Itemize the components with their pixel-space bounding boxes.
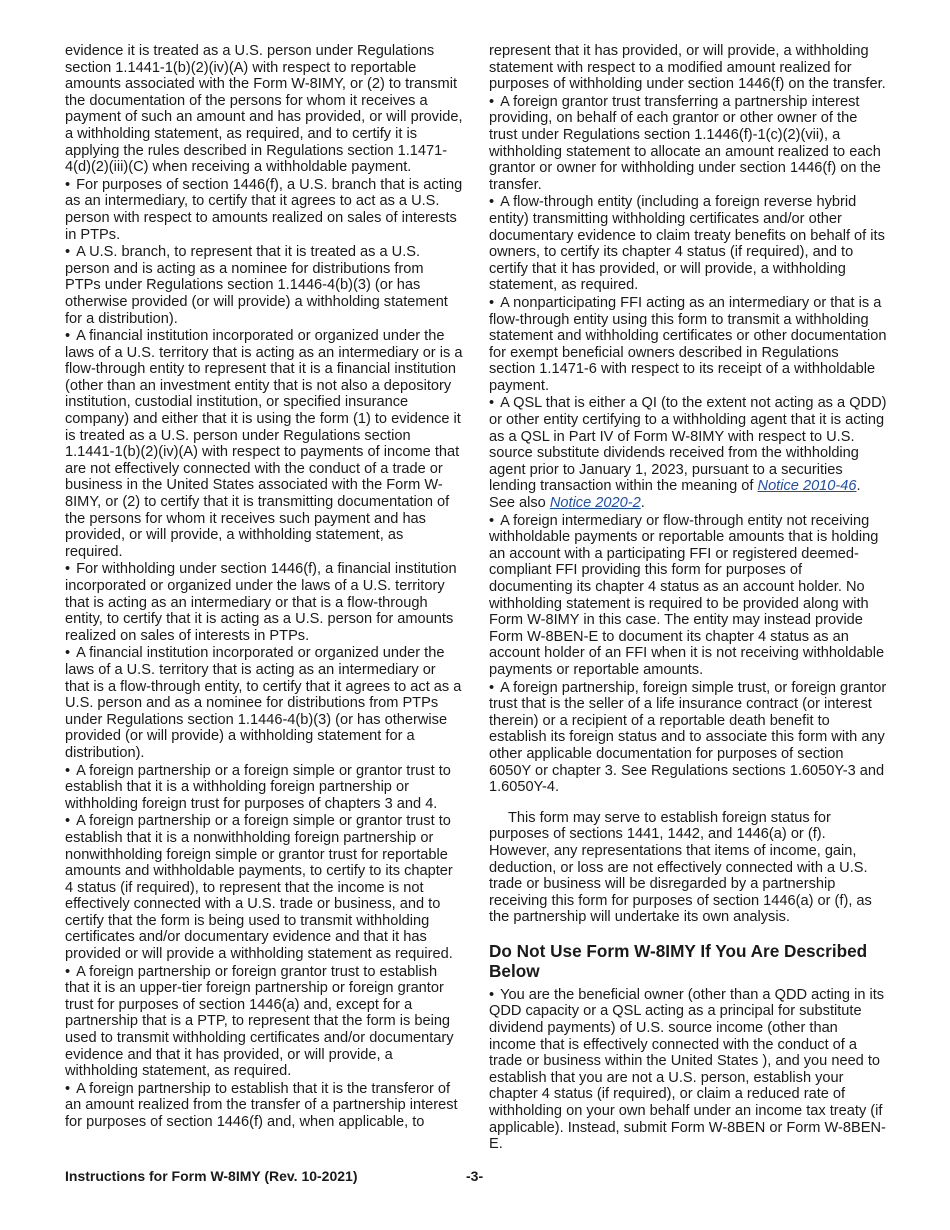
notice-2010-46-link[interactable]: Notice 2010-46: [757, 478, 857, 495]
left-bullet-5: • A financial institution incorporated or organized under the laws of a U.S. territory that is acting as an intermediary or that is a flow-through entity, to certify that it agrees to act as a U.S. person and as a nominee for distributions from PTPs under Regulations section 1.1446-4(b)(3) (or has otherwise provided (or will provide) a withholding statement for a distribution).: [65, 645, 463, 761]
right-bullet-6: • A foreign partnership, foreign simple trust, or foreign grantor trust that is the seller of a life insurance contract (or interest therein) or a recipient of a reportable death benefit to establish its foreign status and to associate this form with any other applicable documentation for purposes of section 6050Y or chapter 3. See Regulations sections 1.6050Y-3 and 1.6050Y-4.: [489, 680, 887, 796]
right-bullet-5: • A foreign intermediary or flow-through entity not receiving withholdable payments or reportable amounts that is holding an account with a participating FFI or registered deemed-compliant FFI providing this form for purposes of documenting its chapter 4 status as an account holder. No withholding statement is required to be provided along with Form W-8IMY in this case. The entity may instead provide Form W-8BEN-E to document its chapter 4 status as an account holder of an FFI when it is not receiving withholdable payments or reportable amounts.: [489, 513, 887, 679]
left-column: [65, 43, 463, 1132]
page-number: -3-: [466, 1168, 484, 1184]
left-paragraph-continued: evidence it is treated as a U.S. person under Regulations section 1.1441-1(b)(2)(iv)(A) with respect to reportable amounts associated with the Form W-8IMY, or (2) to transmit the documentation of the persons for whom it receives a payment of such an amount and has provided, or will provide, a withholding statement, as required, and to certify it is applying the rules described in Regulations section 1.1471-4(d)(2)(iii)(C) when receiving a withholdable payment.: [65, 43, 463, 176]
left-bullet-9: • A foreign partnership to establish that it is the transferor of an amount realized from the transfer of a partnership interest for purposes of section 1446(f) and, when applicable, to: [65, 1081, 463, 1131]
left-bullet-4: • For withholding under section 1446(f), a financial institution incorporated or organized under the laws of a U.S. territory that is acting as an intermediary or that is a flow-through entity, to certify that it is acting as a U.S. person for amounts realized on sales of interests in PTPs.: [65, 561, 463, 644]
right-bullet-3: • A nonparticipating FFI acting as an intermediary or that is a flow-through entity using this form to transmit a withholding statement and withholding certificates or other documentation for exempt beneficial owners described in Regulations section 1.1471-6 with respect to its receipt of a withholdable payment.: [489, 295, 887, 395]
right-bullet-1: • A foreign grantor trust transferring a partnership interest providing, on behalf of each grantor or other owner of the trust under Regulations section 1.1446(f)-1(c)(2)(vii), a withholding statement to allocate an amount realized to each grantor or owner for withholding under section 1446(f) on the transfer.: [489, 94, 887, 194]
left-bullet-1: • For purposes of section 1446(f), a U.S. branch that is acting as an intermediary, to certify that it agrees to act as a U.S. person with respect to amounts realized on sales of interests in PTPs.: [65, 177, 463, 243]
qsl-bullet-end: .: [640, 495, 645, 512]
left-bullet-2: • A U.S. branch, to represent that it is treated as a U.S. person and is acting as a nominee for distributions from PTPs under Regulations section 1.1446-4(b)(3) (or has otherwise provided (or will provide) a withholding statement for a distribution).: [65, 244, 463, 327]
left-bullet-6: • A foreign partnership or a foreign simple or grantor trust to establish that it is a withholding foreign partnership or withholding foreign trust for purposes of chapters 3 and 4.: [65, 763, 463, 813]
qsl-bullet-text: A QSL that is either a QI (to the extent not acting as a QDD) or other entity certifying to a withholding agent that it is acting as a QSL in Part IV of Form W-8IMY with respect to U.S. source substitute dividends received from the withholding agent prior to January 1, 2023, pursuant to a securities lending transaction within the meaning of: [489, 395, 887, 495]
right-paragraph-continued: represent that it has provided, or will provide, a withholding statement with respect to a modified amount realized for purposes of withholding under section 1446(f) on the transfer.: [489, 43, 886, 93]
qsl-bullet-mid: . See also: [489, 478, 861, 512]
foreign-status-paragraph: This form may serve to establish foreign status for purposes of sections 1441, 1442, and 1446(a) or (f). However, any representations that items of income, gain, deduction, or loss are not effectively connected with a U.S. trade or business will be disregarded by a partnership receiving this form for purposes of section 1446(a) or (f), as the partnership will undertake its own analysis.: [489, 809, 872, 926]
right-bullet-7: • You are the beneficial owner (other than a QDD acting in its QDD capacity or a QSL acting as a principal for substitute dividend payments) of U.S. source income (other than income that is effectively connected with the conduct of a trade or business within the United States ), and you need to establish that you are not a U.S. person, establish your chapter 4 status (if required), or claim a reduced rate of withholding on your own behalf under an income tax treaty (if applicable). Instead, submit Form W-8BEN or Form W-8BEN-E.: [489, 987, 887, 1153]
section-heading: Do Not Use Form W-8IMY If You Are Described Below: [489, 940, 868, 981]
left-bullet-7: • A foreign partnership or a foreign simple or grantor trust to establish that it is a nonwithholding foreign partnership or nonwithholding foreign simple or grantor trust for reportable amounts and withholdable payments, to certify to its chapter 4 status (if required), to represent that the income is not effectively connected with a U.S. trade or business, and to certify that the form is being used to transmit withholding certificates and/or documentary evidence and that it has provided or will provide a withholding statement as required.: [65, 813, 463, 962]
left-bullet-3: • A financial institution incorporated or organized under the laws of a U.S. territory that is acting as an intermediary or is a flow-through entity to represent that it is a financial institution (other than an investment entity that is not also a depository institution, custodial institution, or specified insurance company) and either that it is using the form (1) to evidence it is treated as a U.S. person under Regulations section 1.1441-1(b)(2)(iv)(A) with respect to payments of income that are not effectively connected with the conduct of a trade or business in the United States associated with the Form W-8IMY, or (2) to certify that it is transmitting documentation of the persons for whom it receives such payment and has provided, or will provide, a withholding statement, as required.: [65, 328, 463, 560]
right-bullet-2: • A flow-through entity (including a foreign reverse hybrid entity) transmitting withholding certificates and/or other documentary evidence to claim treaty benefits on behalf of its owners, to certify its chapter 4 status (if required), and to certify that it has provided, or will provide, a withholding statement, as required.: [489, 194, 887, 294]
footer-title: Instructions for Form W-8IMY (Rev. 10-2021): [65, 1168, 358, 1184]
right-bullet-4: [489, 395, 887, 511]
right-column: [489, 43, 887, 1154]
notice-2020-2-link[interactable]: Notice 2020-2: [549, 495, 641, 512]
left-bullet-8: • A foreign partnership or foreign grantor trust to establish that it is an upper-tier foreign partnership or foreign grantor trust for purposes of section 1446(a) and, except for a partnership that is a PTP, to represent that the form is being used to transmit withholding certificates and/or documentary evidence and that it has provided, or will provide, a withholding statement, as required.: [65, 964, 463, 1080]
